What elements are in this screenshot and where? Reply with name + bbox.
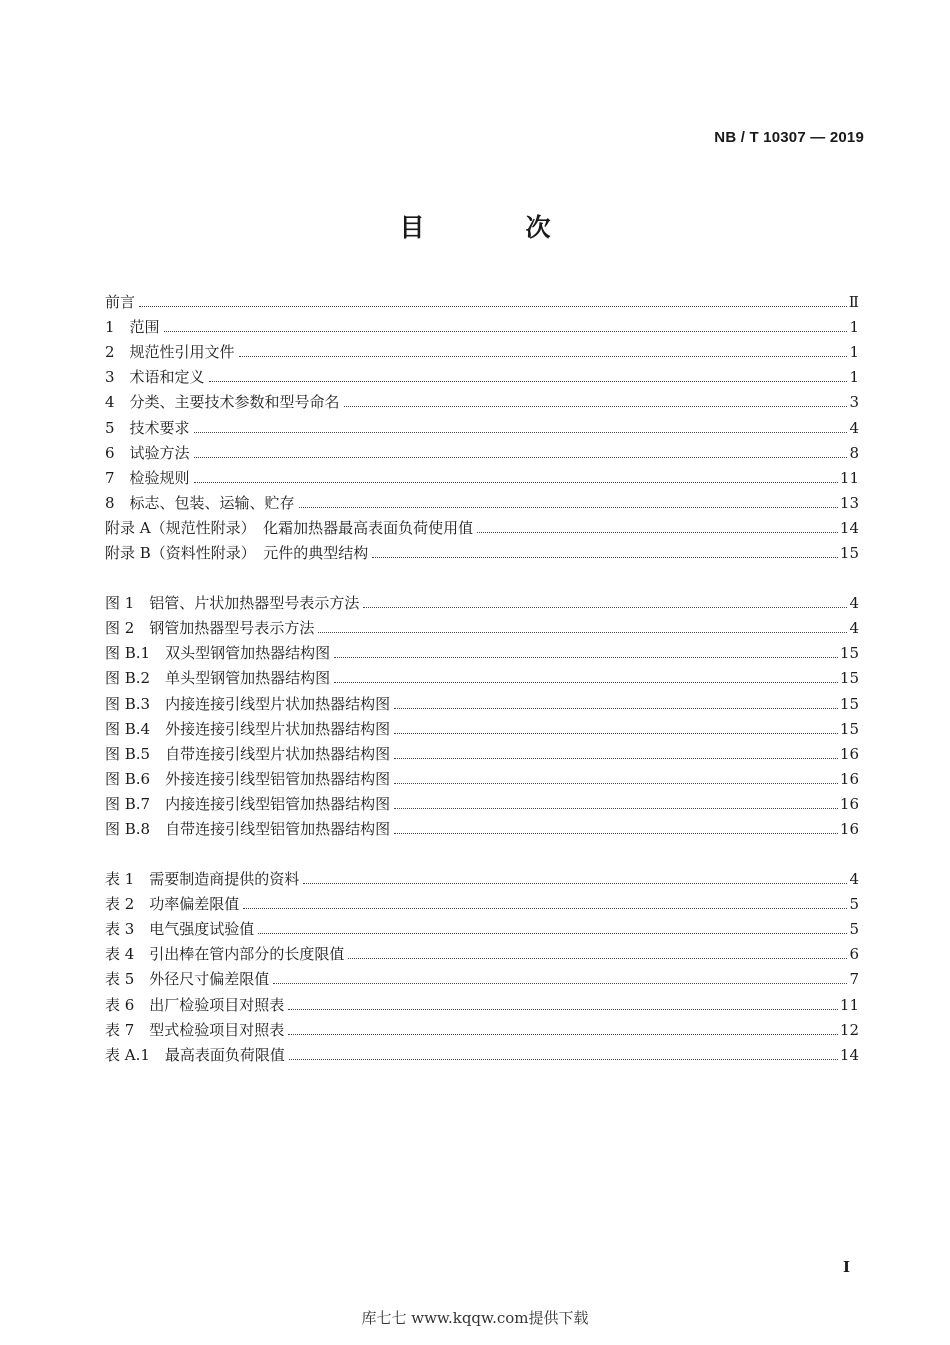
toc-entry-label: 图 B.1 双头型钢管加热器结构图 — [105, 644, 331, 663]
toc-entry[interactable] — [105, 914, 859, 939]
toc-entry-page: 15 — [839, 544, 859, 563]
toc-entry[interactable] — [105, 613, 859, 638]
toc-entry-page: 15 — [839, 694, 859, 713]
toc-entry-label: 附录 A（规范性附录） 化霜加热器最高表面负荷使用值 — [105, 518, 474, 537]
page-number: I — [842, 1258, 850, 1276]
toc-leader-dots — [194, 431, 848, 433]
toc-entry-page: 4 — [849, 594, 859, 613]
toc-leader-dots — [164, 330, 848, 332]
toc-group-chapters — [105, 287, 859, 563]
toc-leader-dots — [243, 907, 847, 909]
toc-entry-page: 7 — [849, 970, 859, 989]
toc-entry-page: Ⅱ — [848, 293, 859, 312]
toc-entry-page: 15 — [839, 719, 859, 738]
toc-entry[interactable] — [105, 764, 859, 789]
toc-leader-dots — [394, 832, 838, 834]
toc-entry-page: 4 — [849, 870, 859, 889]
toc-entry-page: 4 — [849, 418, 859, 437]
toc-entry[interactable] — [105, 538, 859, 563]
toc-entry-page: 6 — [849, 945, 859, 964]
toc-entry[interactable] — [105, 513, 859, 538]
toc-group-tables — [105, 864, 859, 1065]
toc-entry-label: 图 B.4 外接连接引线型片状加热器结构图 — [105, 719, 391, 738]
toc-entry-label: 表 5 外径尺寸偏差限值 — [105, 970, 270, 989]
toc-entry-label: 8 标志、包装、运输、贮存 — [105, 493, 295, 512]
table-of-contents — [105, 287, 859, 1065]
page-title: 目 次 — [399, 213, 589, 242]
toc-entry-page: 5 — [849, 895, 859, 914]
toc-entry-page: 16 — [839, 819, 859, 838]
toc-leader-dots — [363, 606, 847, 608]
toc-leader-dots — [139, 305, 847, 307]
toc-entry-page: 1 — [849, 343, 859, 362]
toc-entry[interactable] — [105, 588, 859, 613]
toc-entry[interactable] — [105, 1015, 859, 1040]
toc-entry-label: 5 技术要求 — [105, 418, 190, 437]
toc-entry-label: 1 范围 — [105, 318, 160, 337]
toc-entry[interactable] — [105, 939, 859, 964]
toc-entry-label: 图 B.7 内接连接引线型铝管加热器结构图 — [105, 794, 391, 813]
toc-leader-dots — [394, 707, 838, 709]
toc-entry[interactable] — [105, 739, 859, 764]
toc-leader-dots — [318, 631, 847, 633]
toc-leader-dots — [239, 355, 848, 357]
toc-entry-page: 12 — [839, 1020, 859, 1039]
toc-entry-page: 16 — [839, 744, 859, 763]
toc-entry-page: 11 — [839, 468, 859, 487]
toc-leader-dots — [372, 556, 838, 558]
toc-entry-label: 4 分类、主要技术参数和型号命名 — [105, 393, 340, 412]
download-footer: 库七七 www.kqqw.com提供下载 — [361, 1309, 589, 1327]
toc-leader-dots — [288, 1008, 838, 1010]
toc-entry[interactable] — [105, 337, 859, 362]
toc-entry-page: 16 — [839, 794, 859, 813]
toc-leader-dots — [303, 882, 847, 884]
toc-entry[interactable] — [105, 688, 859, 713]
toc-entry-page: 14 — [839, 518, 859, 537]
toc-entry-page: 8 — [849, 443, 859, 462]
toc-entry-label: 前言 — [105, 293, 136, 312]
toc-leader-dots — [394, 757, 838, 759]
toc-leader-dots — [209, 380, 848, 382]
toc-leader-dots — [334, 681, 838, 683]
toc-entry-label: 6 试验方法 — [105, 443, 190, 462]
toc-entry-label: 图 B.6 外接连接引线型铝管加热器结构图 — [105, 769, 391, 788]
toc-leader-dots — [394, 732, 838, 734]
toc-entry-page: 1 — [849, 318, 859, 337]
toc-entry-label: 图 B.8 自带连接引线型铝管加热器结构图 — [105, 819, 391, 838]
toc-entry-label: 图 1 铝管、片状加热器型号表示方法 — [105, 594, 360, 613]
toc-entry-label: 2 规范性引用文件 — [105, 343, 235, 362]
toc-entry-page: 1 — [849, 368, 859, 387]
toc-entry[interactable] — [105, 889, 859, 914]
toc-entry-label: 7 检验规则 — [105, 468, 190, 487]
toc-entry-label: 表 3 电气强度试验值 — [105, 920, 255, 939]
toc-entry[interactable] — [105, 362, 859, 387]
toc-entry[interactable] — [105, 663, 859, 688]
toc-entry-label: 3 术语和定义 — [105, 368, 205, 387]
toc-entry-label: 表 A.1 最高表面负荷限值 — [105, 1045, 285, 1064]
toc-entry-label: 图 B.3 内接连接引线型片状加热器结构图 — [105, 694, 391, 713]
toc-entry-label: 表 7 型式检验项目对照表 — [105, 1020, 285, 1039]
toc-entry-label: 图 B.5 自带连接引线型片状加热器结构图 — [105, 744, 391, 763]
toc-entry-page: 15 — [839, 644, 859, 663]
toc-entry[interactable] — [105, 789, 859, 814]
toc-leader-dots — [477, 531, 838, 533]
toc-entry[interactable] — [105, 714, 859, 739]
toc-leader-dots — [288, 1033, 838, 1035]
toc-entry[interactable] — [105, 438, 859, 463]
toc-entry[interactable] — [105, 488, 859, 513]
toc-entry[interactable] — [105, 964, 859, 989]
toc-entry-page: 13 — [839, 493, 859, 512]
toc-entry-label: 附录 B（资料性附录） 元件的典型结构 — [105, 544, 369, 563]
toc-entry-page: 5 — [849, 920, 859, 939]
toc-entry[interactable] — [105, 814, 859, 839]
toc-entry-page: 4 — [849, 619, 859, 638]
toc-entry[interactable] — [105, 864, 859, 889]
toc-leader-dots — [289, 1058, 838, 1060]
toc-entry[interactable] — [105, 463, 859, 488]
toc-entry-page: 15 — [839, 669, 859, 688]
toc-entry-label: 图 B.2 单头型钢管加热器结构图 — [105, 669, 331, 688]
toc-entry[interactable] — [105, 387, 859, 412]
toc-entry[interactable] — [105, 312, 859, 337]
toc-group-figures — [105, 588, 859, 839]
toc-leader-dots — [394, 782, 838, 784]
toc-entry[interactable] — [105, 989, 859, 1014]
toc-leader-dots — [273, 982, 847, 984]
toc-entry-label: 图 2 钢管加热器型号表示方法 — [105, 619, 315, 638]
toc-leader-dots — [344, 405, 848, 407]
toc-entry-page: 11 — [839, 995, 859, 1014]
toc-entry-label: 表 1 需要制造商提供的资料 — [105, 870, 300, 889]
toc-leader-dots — [194, 481, 838, 483]
toc-leader-dots — [334, 656, 838, 658]
toc-entry-label: 表 4 引出棒在管内部分的长度限值 — [105, 945, 345, 964]
toc-leader-dots — [258, 932, 847, 934]
toc-leader-dots — [299, 506, 838, 508]
toc-entry-label: 表 2 功率偏差限值 — [105, 895, 240, 914]
toc-entry-label: 表 6 出厂检验项目对照表 — [105, 995, 285, 1014]
toc-entry[interactable] — [105, 412, 859, 437]
standard-code: NB / T 10307 — 2019 — [714, 129, 864, 146]
toc-leader-dots — [394, 807, 838, 809]
toc-entry-page: 16 — [839, 769, 859, 788]
toc-leader-dots — [348, 957, 847, 959]
toc-entry[interactable] — [105, 638, 859, 663]
toc-entry-page: 14 — [839, 1045, 859, 1064]
toc-leader-dots — [194, 456, 848, 458]
toc-entry[interactable] — [105, 287, 859, 312]
toc-entry[interactable] — [105, 1040, 859, 1065]
toc-entry-page: 3 — [849, 393, 859, 412]
